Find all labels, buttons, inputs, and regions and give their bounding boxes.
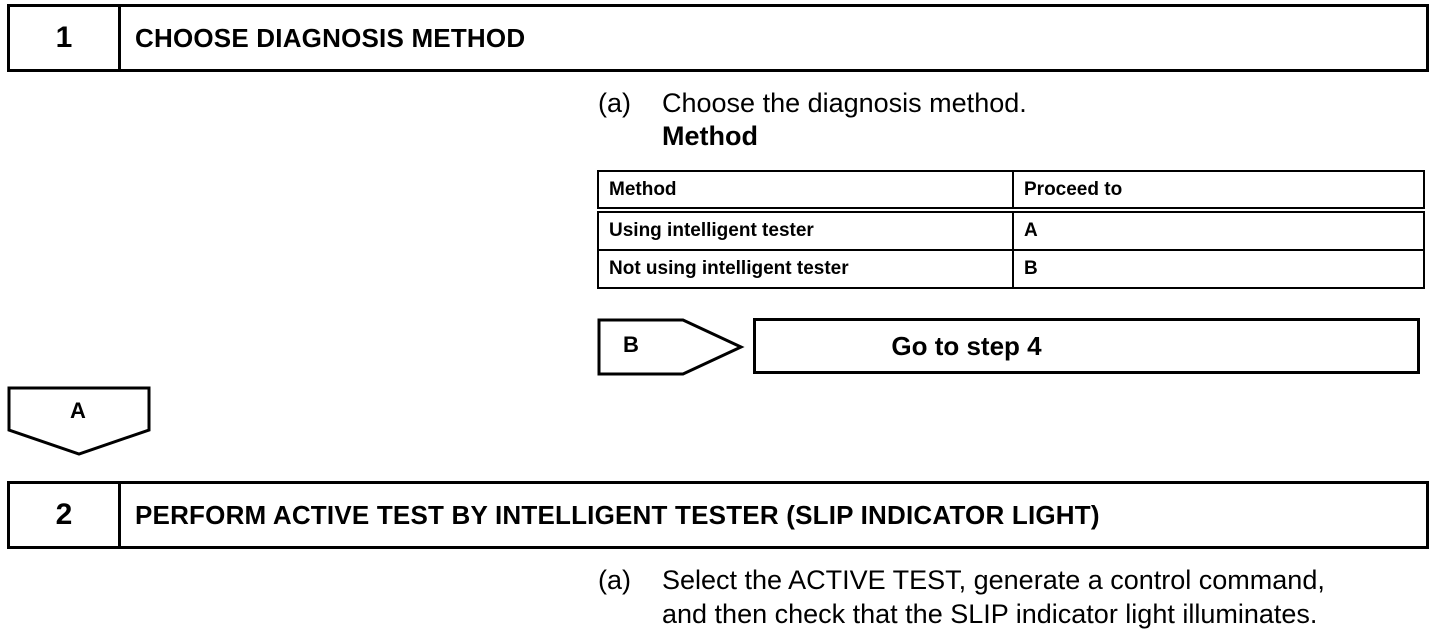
table-header-proceed-to: Proceed to bbox=[1013, 171, 1424, 210]
right-arrow-pointer-icon bbox=[597, 318, 745, 376]
step-1-number: 1 bbox=[10, 7, 121, 69]
step-1-instruction bbox=[598, 86, 1378, 120]
branch-b-label: B bbox=[623, 332, 639, 357]
method-subheading: Method bbox=[662, 121, 758, 151]
step-2-number: 2 bbox=[10, 484, 121, 546]
step-2-instruction bbox=[598, 563, 1438, 631]
instruction-text-line-1: Select the ACTIVE TEST, generate a control command, bbox=[662, 565, 1325, 595]
step-1-title: CHOOSE DIAGNOSIS METHOD bbox=[135, 22, 526, 53]
goto-step-4-box[interactable]: Go to step 4 bbox=[753, 318, 1420, 374]
step-2-title: PERFORM ACTIVE TEST BY INTELLIGENT TESTER (SLIP INDICATOR LIGHT) bbox=[135, 499, 1100, 530]
table-cell-method: Using intelligent tester bbox=[598, 210, 1013, 250]
table-row bbox=[598, 250, 1424, 288]
branch-b-pointer bbox=[597, 318, 745, 376]
step-2-header bbox=[7, 481, 1429, 549]
instruction-marker: (a) bbox=[598, 565, 631, 595]
table-cell-proceed-to: A bbox=[1013, 210, 1424, 250]
step-1-header bbox=[7, 4, 1429, 72]
table-row bbox=[598, 210, 1424, 250]
instruction-text: Choose the diagnosis method. bbox=[662, 88, 1027, 118]
table-cell-method: Not using intelligent tester bbox=[598, 250, 1013, 288]
table-header-method: Method bbox=[598, 171, 1013, 210]
table-header-row bbox=[598, 171, 1424, 210]
branch-a-label: A bbox=[70, 398, 86, 423]
table-cell-proceed-to: B bbox=[1013, 250, 1424, 288]
branch-a-pointer bbox=[7, 386, 153, 458]
method-table bbox=[597, 170, 1425, 289]
instruction-text-line-2: and then check that the SLIP indicator light illuminates. bbox=[662, 599, 1318, 629]
instruction-marker: (a) bbox=[598, 88, 631, 118]
